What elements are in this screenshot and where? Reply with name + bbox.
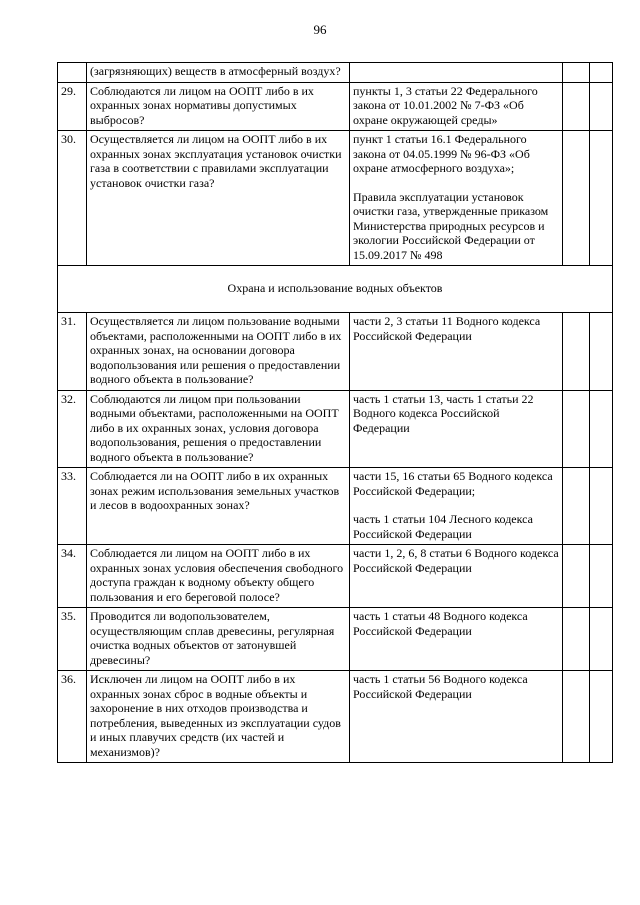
answer-cell <box>563 82 590 131</box>
legal-reference: части 1, 2, 6, 8 статьи 6 Водного кодекса Российской Федерации <box>353 546 559 575</box>
note-cell <box>590 313 613 391</box>
table-row <box>58 313 613 391</box>
legal-reference: часть 1 статьи 56 Водного кодекса Российской Федерации <box>353 672 528 701</box>
note-cell <box>590 131 613 266</box>
table-row <box>58 671 613 763</box>
note-cell <box>590 545 613 608</box>
row-number: 36. <box>58 671 87 763</box>
page-number: 96 <box>313 22 327 37</box>
note-cell <box>590 390 613 468</box>
question-cell: Осуществляется ли лицом пользование водными объектами, расположенными на ООПТ либо в их охранных зонах, на основании договора водопользования или решения о предоставлении водного объекта в пользование? <box>87 313 350 391</box>
legal-reference: Правила эксплуатации установок очистки газа, утвержденные приказом Министерства природных ресурсов и экологии Российской Федерации от 15.09.2017 № 498 <box>353 189 549 262</box>
row-number: 35. <box>58 608 87 671</box>
row-number: 31. <box>58 313 87 391</box>
row-number: 34. <box>58 545 87 608</box>
legal-reference-cell <box>350 671 563 763</box>
answer-cell <box>563 671 590 763</box>
legal-reference-cell <box>350 545 563 608</box>
checklist-table <box>57 62 613 763</box>
question-cell: Осуществляется ли лицом на ООПТ либо в их охранных зонах эксплуатация установок очистки газа в соответствии с правилами эксплуатации установок очистки газа? <box>87 131 350 266</box>
legal-reference-cell <box>350 390 563 468</box>
question-cell: (загрязняющих) веществ в атмосферный воздух? <box>87 63 350 83</box>
answer-cell <box>563 131 590 266</box>
answer-cell <box>563 63 590 83</box>
section-row <box>58 266 613 313</box>
table-row <box>58 468 613 545</box>
note-cell <box>590 671 613 763</box>
answer-cell <box>563 390 590 468</box>
note-cell <box>590 468 613 545</box>
legal-reference: пункты 1, 3 статьи 22 Федерального закона от 10.01.2002 № 7-ФЗ «Об охране окружающей среды» <box>353 83 538 127</box>
row-number <box>58 63 87 83</box>
note-cell <box>590 82 613 131</box>
legal-reference-cell <box>350 468 563 545</box>
question-cell: Исключен ли лицом на ООПТ либо в их охранных зонах сброс в водные объекты и захоронение в них отходов производства и потребления, выведенных из эксплуатации судов и иных плавучих средств (их частей и механизмов)? <box>87 671 350 763</box>
legal-reference: часть 1 статьи 13, часть 1 статьи 22 Водного кодекса Российской Федерации <box>353 391 534 435</box>
row-number: 33. <box>58 468 87 545</box>
table-row <box>58 608 613 671</box>
legal-reference: части 2, 3 статьи 11 Водного кодекса Российской Федерации <box>353 314 541 343</box>
legal-reference: части 15, 16 статьи 65 Водного кодекса Российской Федерации; <box>353 469 553 498</box>
checklist-rows-top <box>58 63 613 266</box>
checklist-rows-bottom <box>58 313 613 763</box>
note-cell <box>590 608 613 671</box>
table-row <box>58 131 613 266</box>
section-header <box>58 266 613 313</box>
legal-reference: часть 1 статьи 48 Водного кодекса Российской Федерации <box>353 609 528 638</box>
legal-reference-cell <box>350 608 563 671</box>
legal-reference: часть 1 статьи 104 Лесного кодекса Российской Федерации <box>353 512 533 541</box>
legal-reference-cell <box>350 63 563 83</box>
question-cell: Соблюдаются ли лицом при пользовании водными объектами, расположенными на ООПТ либо в их охранных зонах, условия договора водопользования, решения о предоставлении водного объекта в пользование? <box>87 390 350 468</box>
row-number: 30. <box>58 131 87 266</box>
row-number: 32. <box>58 390 87 468</box>
answer-cell <box>563 608 590 671</box>
answer-cell <box>563 468 590 545</box>
answer-cell <box>563 313 590 391</box>
legal-reference-cell <box>350 313 563 391</box>
legal-reference-cell <box>350 82 563 131</box>
question-cell: Соблюдается ли на ООПТ либо в их охранных зонах режим использования земельных участков и лесов в водоохранных зонах? <box>87 468 350 545</box>
question-cell: Соблюдаются ли лицом на ООПТ либо в их охранных зонах нормативы допустимых выбросов? <box>87 82 350 131</box>
legal-reference-cell <box>350 131 563 266</box>
question-cell: Соблюдается ли лицом на ООПТ либо в их охранных зонах условия обеспечения свободного доступа граждан к водному объекту общего пользования и его береговой полосе? <box>87 545 350 608</box>
answer-cell <box>563 545 590 608</box>
row-number: 29. <box>58 82 87 131</box>
question-cell: Проводится ли водопользователем, осуществляющим сплав древесины, регулярная очистка водных объектов от затонувшей древесины? <box>87 608 350 671</box>
legal-reference: пункт 1 статьи 16.1 Федерального закона от 04.05.1999 № 96-ФЗ «Об охране атмосферного воздуха»; <box>353 132 530 175</box>
table-row <box>58 390 613 468</box>
section-title: Охрана и использование водных объектов <box>58 266 613 313</box>
table-row <box>58 545 613 608</box>
table-row <box>58 82 613 131</box>
table-row <box>58 63 613 83</box>
note-cell <box>590 63 613 83</box>
